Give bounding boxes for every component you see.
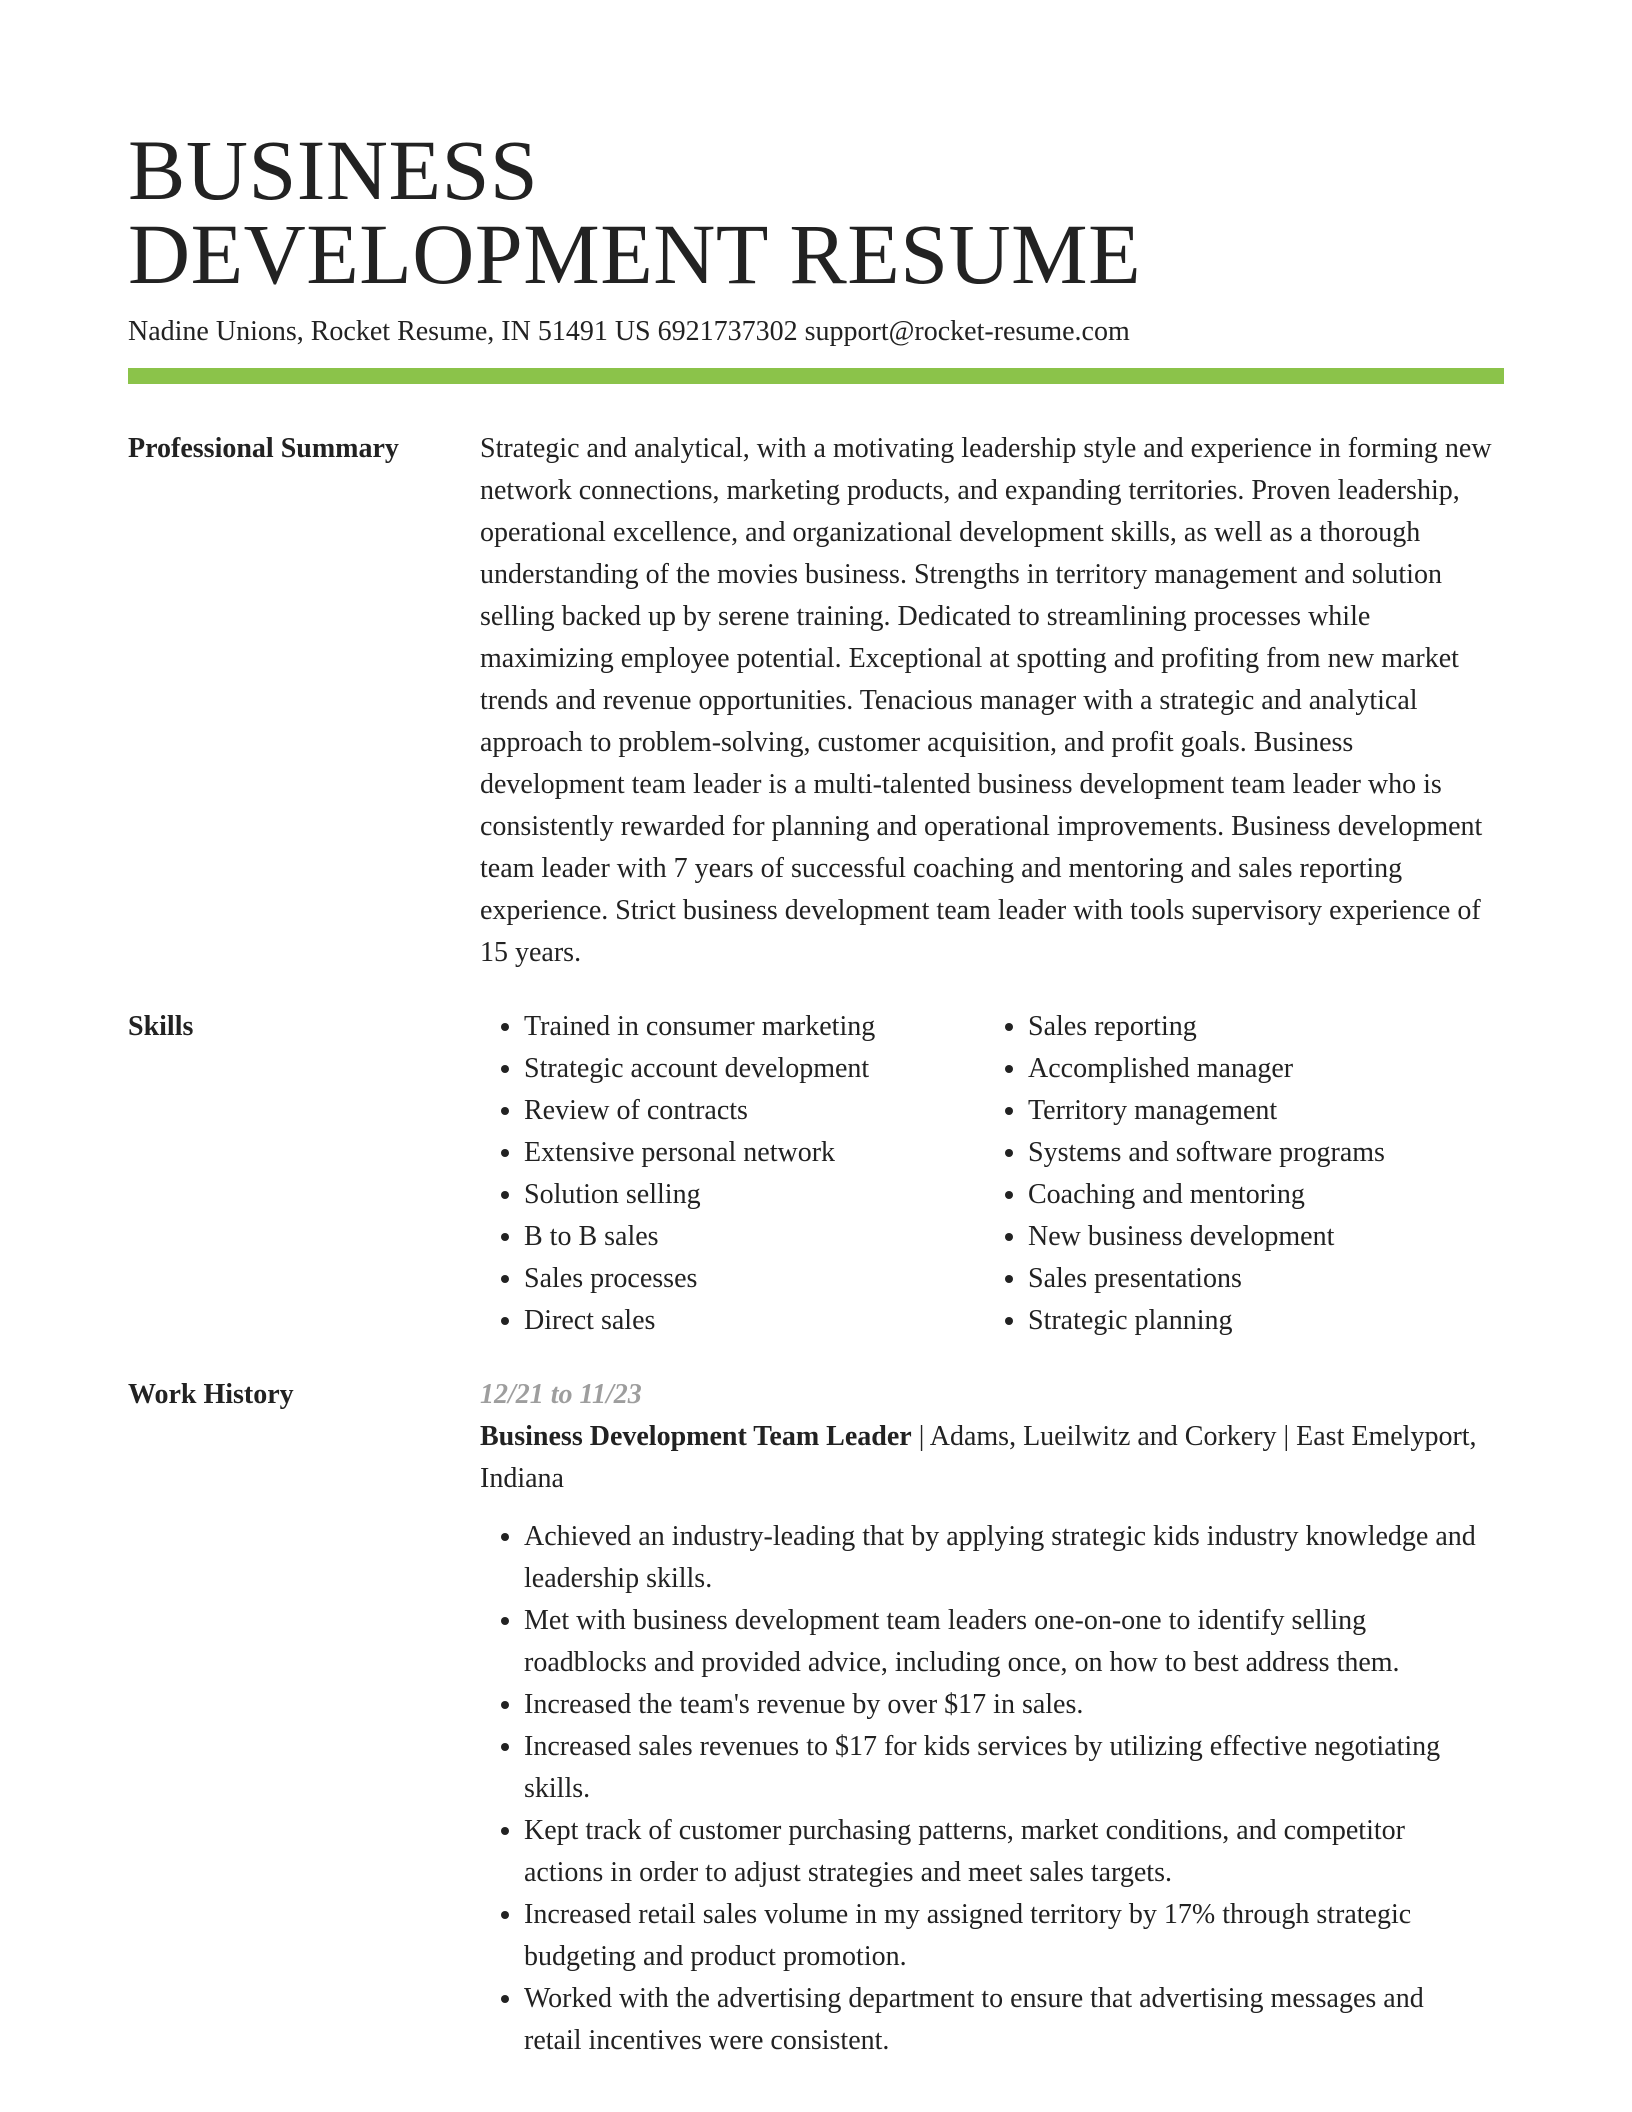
skill-item: • Sales processes — [524, 1258, 984, 1300]
header-divider — [128, 368, 1504, 384]
contact-phone: 6921737302 — [657, 316, 798, 347]
job-employer-location: | Adams, Lueilwitz and Corkery | East Emelyport, Indiana — [480, 1421, 1477, 1494]
section-label-work-history: Work History — [128, 1379, 294, 1410]
job-bullet: • Met with business development team leaders one-on-one to identify selling roadblocks and provided advice, including once, on how to best address them. — [524, 1600, 1504, 1684]
skill-item: • B to B sales — [524, 1216, 984, 1258]
skill-item: • Territory management — [1028, 1090, 1488, 1132]
skill-item: • Review of contracts — [524, 1090, 984, 1132]
job-bullet: • Increased retail sales volume in my assigned territory by 17% through strategic budgeting and product promotion. — [524, 1894, 1504, 1978]
job-entry — [480, 1374, 1504, 2062]
skills-body — [480, 1006, 1504, 1342]
work-history-section — [128, 1374, 1504, 2062]
job-bullet-list — [480, 1516, 1504, 2062]
title-line-2: DEVELOPMENT RESUME — [128, 206, 1142, 302]
job-bullet: • Achieved an industry-leading that by applying strategic kids industry knowledge and leadership skills. — [524, 1516, 1504, 1600]
job-title: Business Development Team Leader — [480, 1421, 912, 1452]
contact-email: support@rocket-resume.com — [804, 316, 1130, 347]
skill-item: • Solution selling — [524, 1174, 984, 1216]
resume-page — [128, 0, 1504, 2062]
skill-item: • Strategic planning — [1028, 1300, 1488, 1342]
summary-text: Strategic and analytical, with a motivating leadership style and experience in forming new network connections, marketing products, and expanding territories. Proven leadership, operational excellence, and organizational development skills, as well as a thorough understanding of the movies business. Strengths in territory management and solution selling backed up by serene training. Dedicated to streamlining processes while maximizing employee potential. Exceptional at spotting and profiting from new market trends and revenue opportunities. Tenacious manager with a strategic and analytical approach to problem-solving, customer acquisition, and profit goals. Business development team leader is a multi-talented business development team leader who is consistently rewarded for planning and operational improvements. Business development team leader with 7 years of successful coaching and mentoring and sales reporting experience. Strict business development team leader with tools supervisory experience of 15 years. — [480, 433, 1492, 968]
job-bullet: • Worked with the advertising department to ensure that advertising messages and retail incentives were consistent. — [524, 1978, 1504, 2062]
skill-item: • Extensive personal network — [524, 1132, 984, 1174]
skills-columns — [480, 1006, 1504, 1342]
job-heading — [480, 1416, 1504, 1500]
skills-section — [128, 1006, 1504, 1342]
skill-item: • Coaching and mentoring — [1028, 1174, 1488, 1216]
section-label-summary: Professional Summary — [128, 433, 399, 464]
contact-address: Nadine Unions, Rocket Resume, IN 51491 US — [128, 316, 651, 347]
skill-item: • Systems and software programs — [1028, 1132, 1488, 1174]
job-dates: 12/21 to 11/23 — [480, 1379, 642, 1410]
professional-summary-section — [128, 428, 1504, 974]
job-bullet: • Increased sales revenues to $17 for kids services by utilizing effective negotiating skills. — [524, 1726, 1504, 1810]
job-bullet: • Increased the team's revenue by over $17 in sales. — [524, 1684, 1504, 1726]
skill-item: • Sales reporting — [1028, 1006, 1488, 1048]
skill-item: • Accomplished manager — [1028, 1048, 1488, 1090]
skills-list-right — [984, 1006, 1488, 1342]
resume-title — [128, 0, 1504, 302]
skill-item: • Sales presentations — [1028, 1258, 1488, 1300]
skill-item: • Direct sales — [524, 1300, 984, 1342]
job-bullet: • Kept track of customer purchasing patterns, market conditions, and competitor actions in order to adjust strategies and meet sales targets. — [524, 1810, 1504, 1894]
title-line-1: BUSINESS — [128, 122, 539, 218]
skills-list-left — [480, 1006, 984, 1342]
skill-item: • New business development — [1028, 1216, 1488, 1258]
work-history-body — [480, 1374, 1504, 2062]
summary-body — [480, 428, 1504, 974]
contact-line — [128, 314, 1504, 350]
skill-item: • Strategic account development — [524, 1048, 984, 1090]
section-label-skills: Skills — [128, 1011, 194, 1042]
skill-item: • Trained in consumer marketing — [524, 1006, 984, 1048]
